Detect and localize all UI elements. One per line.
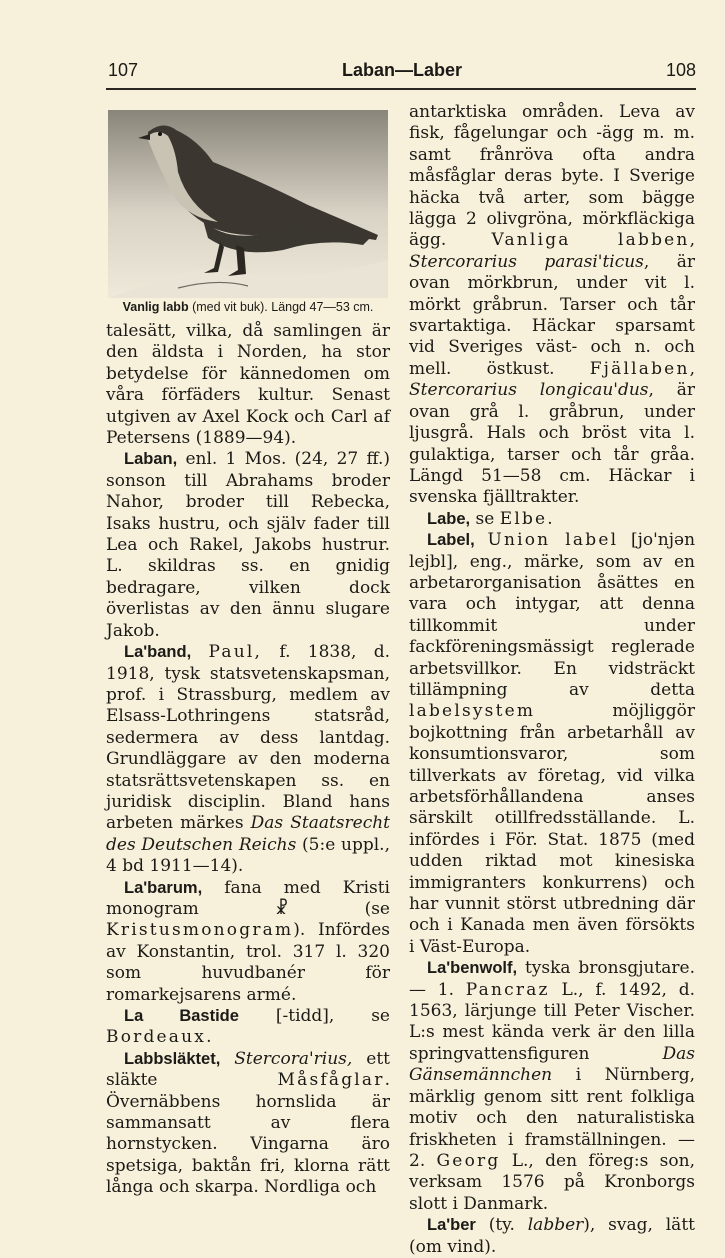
species-name: Fjällaben	[589, 358, 690, 379]
entry-text: ett släkte	[106, 1048, 390, 1091]
entry-text: , är ovan mörkbrun, under vit l. mörkt gråbrun. Tarser och tår svartaktiga. Häckar sparsamt vid Sveriges väst- och n. och mell. östkust.	[409, 251, 695, 379]
entry-text: .	[206, 1027, 212, 1048]
headword-laban: Laban,	[124, 450, 178, 469]
entry-text: L., den föreg:s son, verksam 1576 på Kronborgs slott i Danmark.	[409, 1150, 695, 1214]
work-title: Das Gänsemännchen	[409, 1043, 695, 1086]
entry-continuation: talesätt, vilka, då samlingen är den äldsta i Norden, ha stor betydelse för kännedomen om våra förfäders kultur. Senast utgiven av Axel Kock och Carl af Petersens (1889—94).	[106, 321, 390, 449]
entry-text: i Nürnberg, märklig genom sitt rent folkliga motiv och den naturalistiska friskheten i framställningen. — 2.	[409, 1065, 695, 1171]
entry-text: antarktiska områden. Leva av fisk, fågelungar och -ägg m. m. samt frånröva ofta andra måsfåglar deras byte. I Sverige häcka två arter, som bägge lägga 2 olivgröna, mörkfläckiga ägg.	[409, 102, 695, 251]
chi-rho-symbol: ☧	[275, 898, 289, 919]
entry-text: ,	[689, 230, 695, 251]
entry-la-bastide	[106, 1006, 390, 1049]
right-column	[409, 102, 695, 1258]
entry-labbslaktet	[106, 1049, 390, 1199]
figure-caption	[106, 300, 390, 315]
entry-text: se	[470, 508, 500, 529]
entry-laber	[409, 1215, 695, 1258]
spaced-name: Paul,	[208, 642, 263, 663]
cross-reference: Elbe	[499, 508, 548, 529]
entry-label	[409, 530, 695, 958]
latin-name: Stercora'rius,	[220, 1048, 353, 1069]
entry-text: möjliggör bojkottning från arbetarhåll av konsumtionsvaror, som tillverkats av företag, vid vilka arbetsförhållandena anses särskilt otillfredsställande. L. infördes i För. Stat. 1875 (med udden riktad mot kinesiska immigranters konkurrens) och har vunnit störst utbredning där och i Kanada men även försökts i Väst-Europa.	[409, 701, 695, 957]
cross-reference: Måsfåglar	[277, 1070, 385, 1091]
headword-labarum: La'barum,	[124, 878, 203, 897]
headword-label: Label,	[427, 531, 475, 550]
entry-text: enl. 1 Mos. (24, 27 ff.) sonson till Abrahams broder Nahor, broder till Rebecka, Isaks hustru, och själv fader till Lea och Rakel, Jakobs hustrur. L. skildras ss. en gnidig bedragare, vilken dock överlistas av den ännu slugare Jakob.	[106, 449, 390, 641]
spaced-term: Union label	[487, 530, 619, 551]
headword-la-bastide: La Bastide	[124, 1007, 239, 1025]
caption-text: (med vit buk). Längd 47—53 cm.	[188, 300, 374, 314]
entry-laband	[106, 642, 390, 877]
entry-text: . Övernäbbens hornslida är sammansatt av flera hornstycken. Vingarna äro spetsiga, baktån fri, klorna rätt långa och skarpa. Nordliga och	[106, 1070, 390, 1198]
entry-text: [jo'njən lejbl], eng., märke, som av en arbetarorganisation åsättes en vara och intygar, att denna tillkommit under fackföreningsmässigt reglerade arbetsvillkor. En vidsträckt tillämpning av detta	[409, 530, 696, 700]
entry-text: ). Infördes av Konstantin, trol. 317 l. 320 som huvudbanér för romarkejsarens armé.	[106, 920, 390, 1005]
headword-laband: La'band,	[124, 643, 192, 662]
entry-text: (se	[288, 898, 390, 919]
left-column	[106, 102, 390, 1199]
headword-labenwolf: La'benwolf,	[427, 959, 518, 978]
entry-text: .	[547, 508, 553, 529]
headword-laber: La'ber	[427, 1216, 476, 1235]
species-name: Vanliga labben	[491, 230, 690, 251]
entry-labe	[409, 509, 695, 530]
entry-labenwolf	[409, 958, 695, 1215]
running-title: Laban—Laber	[341, 60, 463, 80]
spaced-name: Georg	[436, 1150, 501, 1171]
headword-labe: Labe,	[427, 509, 471, 528]
entry-text: fana med Kristi monogram	[106, 877, 390, 919]
headword-labbslaktet: Labbsläktet,	[124, 1049, 221, 1068]
entry-text: L., f. 1492, d. 1563, lärjunge till Peter Vischer. L:s mest kända verk är den lilla springvattensfiguren	[409, 979, 695, 1064]
spaced-name: Pancraz	[465, 979, 550, 1000]
entry-labbslaktet-continued	[409, 102, 695, 509]
entry-text: (5:e uppl., 4 bd 1911—14).	[106, 834, 390, 877]
page-header	[108, 60, 696, 86]
latin-name: Stercorarius parasi'ticus	[409, 251, 644, 272]
skua-bird-illustration	[108, 110, 388, 298]
page-number-right: 108	[665, 60, 696, 80]
cross-reference: Kristusmonogram	[106, 920, 294, 941]
page-number-left: 107	[108, 60, 139, 80]
entry-text: , är ovan grå l. gråbrun, under ljusgrå. Hals och bröst vita l. gulaktiga, tarser och tår gråa. Längd 51—58 cm. Häckar i svenska fjälltrakter.	[409, 380, 695, 508]
entry-text: (ty.	[475, 1215, 528, 1236]
entry-text: [-tidd], se	[238, 1006, 390, 1026]
entry-labarum	[106, 878, 390, 1006]
header-rule	[106, 88, 696, 90]
german-word: labber	[527, 1215, 584, 1236]
entry-text: f. 1838, d. 1918, tysk statsvetenskapsman, prof. i Strassburg, medlem av Elsass-Lothringens statsråd, sedermera av dess lantdag. Grundläggare av den moderna statsrättsvetenskapen ss. en juridisk disciplin. Bland hans arbeten märkes	[106, 642, 390, 834]
bird-photo-svg	[108, 110, 388, 298]
cross-reference: Bordeaux	[106, 1027, 207, 1048]
book-title: Das Staatsrecht des Deutschen Reichs	[106, 813, 391, 855]
latin-name: Stercorarius longicau'dus	[409, 380, 649, 401]
spaced-term: labelsystem	[409, 701, 536, 722]
caption-bold: Vanlig labb	[122, 300, 189, 314]
entry-text: ,	[689, 358, 695, 379]
entry-laban	[106, 449, 390, 642]
entry-text: ), svag, lätt (om vind).	[409, 1215, 695, 1257]
entry-text: tyska bronsgjutare. — 1.	[409, 958, 695, 1000]
